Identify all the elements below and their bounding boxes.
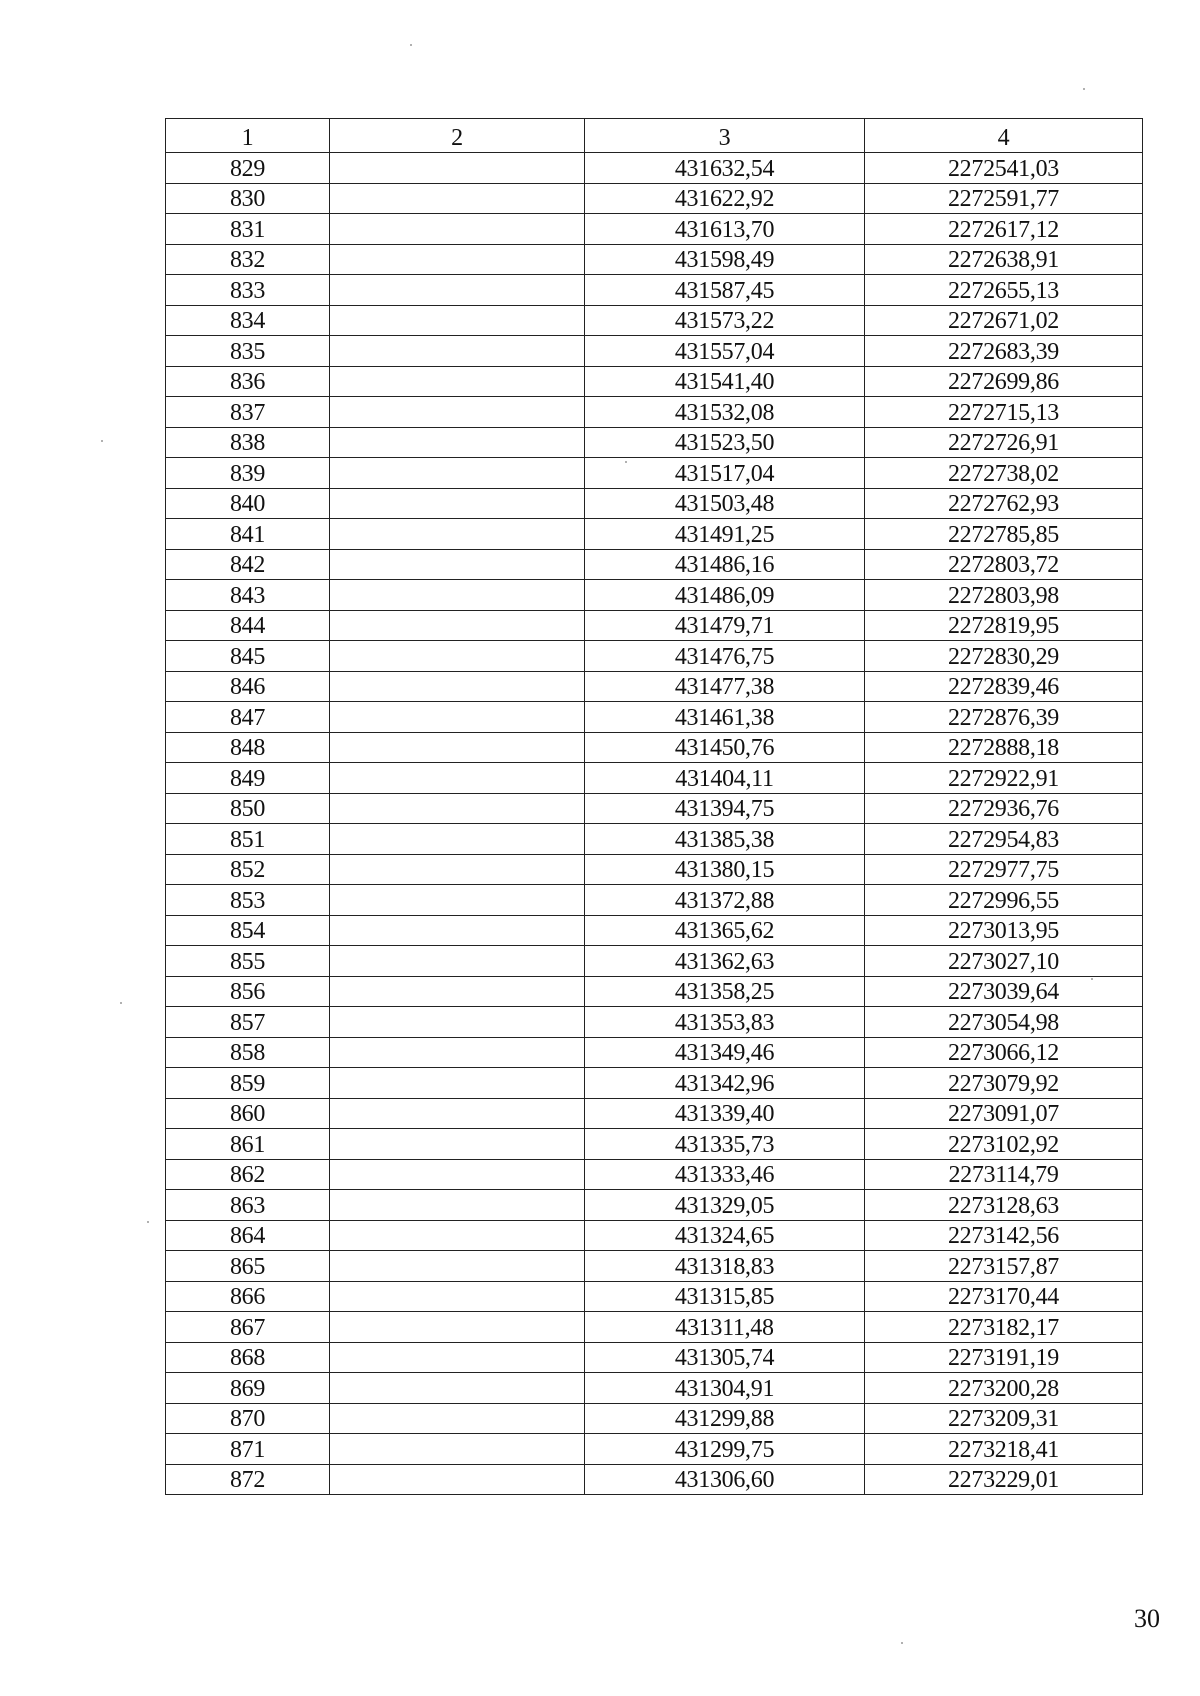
table-row: [166, 214, 1143, 245]
point-number-cell: 866: [166, 1281, 330, 1312]
scan-speck: [625, 461, 627, 463]
y-coordinate-cell: 2273182,17: [865, 1312, 1143, 1343]
empty-cell: [330, 488, 585, 519]
point-number-cell: 832: [166, 244, 330, 275]
x-coordinate-cell: 431450,76: [585, 732, 865, 763]
empty-cell: [330, 1068, 585, 1099]
point-number-cell: 871: [166, 1434, 330, 1465]
point-number-cell: 840: [166, 488, 330, 519]
empty-cell: [330, 305, 585, 336]
header-row: [166, 119, 1143, 153]
table-row: [166, 549, 1143, 580]
empty-cell: [330, 1220, 585, 1251]
table-row: [166, 1007, 1143, 1038]
empty-cell: [330, 1373, 585, 1404]
point-number-cell: 868: [166, 1342, 330, 1373]
point-number-cell: 861: [166, 1129, 330, 1160]
x-coordinate-cell: 431329,05: [585, 1190, 865, 1221]
y-coordinate-cell: 2272954,83: [865, 824, 1143, 855]
table-header: [166, 119, 1143, 153]
empty-cell: [330, 763, 585, 794]
x-coordinate-cell: 431632,54: [585, 153, 865, 184]
point-number-cell: 864: [166, 1220, 330, 1251]
point-number-cell: 838: [166, 427, 330, 458]
table-row: [166, 458, 1143, 489]
empty-cell: [330, 366, 585, 397]
x-coordinate-cell: 431358,25: [585, 976, 865, 1007]
table-row: [166, 1190, 1143, 1221]
x-coordinate-cell: 431404,11: [585, 763, 865, 794]
x-coordinate-cell: 431339,40: [585, 1098, 865, 1129]
table-row: [166, 641, 1143, 672]
x-coordinate-cell: 431503,48: [585, 488, 865, 519]
y-coordinate-cell: 2273013,95: [865, 915, 1143, 946]
point-number-cell: 846: [166, 671, 330, 702]
y-coordinate-cell: 2273027,10: [865, 946, 1143, 977]
table-row: [166, 976, 1143, 1007]
y-coordinate-cell: 2272803,98: [865, 580, 1143, 611]
empty-cell: [330, 1251, 585, 1282]
empty-cell: [330, 793, 585, 824]
y-coordinate-cell: 2272699,86: [865, 366, 1143, 397]
table-row: [166, 1220, 1143, 1251]
x-coordinate-cell: 431299,88: [585, 1403, 865, 1434]
y-coordinate-cell: 2273209,31: [865, 1403, 1143, 1434]
empty-cell: [330, 671, 585, 702]
empty-cell: [330, 732, 585, 763]
y-coordinate-cell: 2272762,93: [865, 488, 1143, 519]
scan-speck: [1083, 88, 1085, 90]
table-row: [166, 1434, 1143, 1465]
point-number-cell: 857: [166, 1007, 330, 1038]
x-coordinate-cell: 431517,04: [585, 458, 865, 489]
x-coordinate-cell: 431353,83: [585, 1007, 865, 1038]
y-coordinate-cell: 2272996,55: [865, 885, 1143, 916]
point-number-cell: 845: [166, 641, 330, 672]
empty-cell: [330, 885, 585, 916]
table-row: [166, 671, 1143, 702]
empty-cell: [330, 915, 585, 946]
x-coordinate-cell: 431362,63: [585, 946, 865, 977]
point-number-cell: 851: [166, 824, 330, 855]
empty-cell: [330, 1342, 585, 1373]
empty-cell: [330, 1129, 585, 1160]
y-coordinate-cell: 2272839,46: [865, 671, 1143, 702]
empty-cell: [330, 1403, 585, 1434]
y-coordinate-cell: 2272638,91: [865, 244, 1143, 275]
empty-cell: [330, 153, 585, 184]
table-row: [166, 275, 1143, 306]
x-coordinate-cell: 431486,09: [585, 580, 865, 611]
x-coordinate-cell: 431613,70: [585, 214, 865, 245]
column-header-4: 4: [865, 119, 1143, 153]
table-row: [166, 885, 1143, 916]
y-coordinate-cell: 2272922,91: [865, 763, 1143, 794]
scan-speck: [1091, 978, 1093, 980]
table-row: [166, 763, 1143, 794]
point-number-cell: 844: [166, 610, 330, 641]
table-row: [166, 366, 1143, 397]
empty-cell: [330, 427, 585, 458]
column-header-3: 3: [585, 119, 865, 153]
point-number-cell: 853: [166, 885, 330, 916]
table-row: [166, 1251, 1143, 1282]
point-number-cell: 842: [166, 549, 330, 580]
point-number-cell: 872: [166, 1464, 330, 1495]
table-row: [166, 488, 1143, 519]
empty-cell: [330, 549, 585, 580]
y-coordinate-cell: 2272785,85: [865, 519, 1143, 550]
x-coordinate-cell: 431365,62: [585, 915, 865, 946]
x-coordinate-cell: 431476,75: [585, 641, 865, 672]
point-number-cell: 839: [166, 458, 330, 489]
x-coordinate-cell: 431394,75: [585, 793, 865, 824]
point-number-cell: 848: [166, 732, 330, 763]
empty-cell: [330, 610, 585, 641]
y-coordinate-cell: 2273170,44: [865, 1281, 1143, 1312]
x-coordinate-cell: 431523,50: [585, 427, 865, 458]
empty-cell: [330, 519, 585, 550]
table-row: [166, 1464, 1143, 1495]
y-coordinate-cell: 2273054,98: [865, 1007, 1143, 1038]
empty-cell: [330, 1098, 585, 1129]
point-number-cell: 855: [166, 946, 330, 977]
point-number-cell: 860: [166, 1098, 330, 1129]
y-coordinate-cell: 2273200,28: [865, 1373, 1143, 1404]
table-row: [166, 610, 1143, 641]
empty-cell: [330, 702, 585, 733]
empty-cell: [330, 1281, 585, 1312]
point-number-cell: 867: [166, 1312, 330, 1343]
y-coordinate-cell: 2273102,92: [865, 1129, 1143, 1160]
coordinates-table: [165, 118, 1143, 1495]
table-row: [166, 1068, 1143, 1099]
table-row: [166, 854, 1143, 885]
table-row: [166, 1159, 1143, 1190]
point-number-cell: 852: [166, 854, 330, 885]
scan-speck: [410, 44, 412, 46]
x-coordinate-cell: 431385,38: [585, 824, 865, 855]
y-coordinate-cell: 2273191,19: [865, 1342, 1143, 1373]
empty-cell: [330, 976, 585, 1007]
empty-cell: [330, 1434, 585, 1465]
empty-cell: [330, 336, 585, 367]
point-number-cell: 869: [166, 1373, 330, 1404]
table-row: [166, 183, 1143, 214]
y-coordinate-cell: 2272726,91: [865, 427, 1143, 458]
x-coordinate-cell: 431349,46: [585, 1037, 865, 1068]
x-coordinate-cell: 431587,45: [585, 275, 865, 306]
x-coordinate-cell: 431299,75: [585, 1434, 865, 1465]
x-coordinate-cell: 431342,96: [585, 1068, 865, 1099]
table-row: [166, 1312, 1143, 1343]
y-coordinate-cell: 2272888,18: [865, 732, 1143, 763]
table-row: [166, 1373, 1143, 1404]
x-coordinate-cell: 431461,38: [585, 702, 865, 733]
point-number-cell: 863: [166, 1190, 330, 1221]
point-number-cell: 841: [166, 519, 330, 550]
empty-cell: [330, 580, 585, 611]
point-number-cell: 850: [166, 793, 330, 824]
x-coordinate-cell: 431304,91: [585, 1373, 865, 1404]
empty-cell: [330, 275, 585, 306]
y-coordinate-cell: 2272541,03: [865, 153, 1143, 184]
point-number-cell: 836: [166, 366, 330, 397]
x-coordinate-cell: 431622,92: [585, 183, 865, 214]
table-row: [166, 915, 1143, 946]
y-coordinate-cell: 2272617,12: [865, 214, 1143, 245]
point-number-cell: 829: [166, 153, 330, 184]
x-coordinate-cell: 431598,49: [585, 244, 865, 275]
column-header-2: 2: [330, 119, 585, 153]
scan-speck: [147, 1221, 149, 1223]
point-number-cell: 865: [166, 1251, 330, 1282]
point-number-cell: 862: [166, 1159, 330, 1190]
table-row: [166, 336, 1143, 367]
table-row: [166, 1037, 1143, 1068]
table-row: [166, 519, 1143, 550]
x-coordinate-cell: 431491,25: [585, 519, 865, 550]
y-coordinate-cell: 2272830,29: [865, 641, 1143, 672]
point-number-cell: 847: [166, 702, 330, 733]
y-coordinate-cell: 2273229,01: [865, 1464, 1143, 1495]
x-coordinate-cell: 431311,48: [585, 1312, 865, 1343]
table-row: [166, 732, 1143, 763]
y-coordinate-cell: 2273128,63: [865, 1190, 1143, 1221]
scan-speck: [120, 1002, 122, 1004]
point-number-cell: 849: [166, 763, 330, 794]
x-coordinate-cell: 431315,85: [585, 1281, 865, 1312]
empty-cell: [330, 214, 585, 245]
table-row: [166, 580, 1143, 611]
empty-cell: [330, 641, 585, 672]
point-number-cell: 854: [166, 915, 330, 946]
table-body: [166, 153, 1143, 1495]
table-row: [166, 824, 1143, 855]
table-row: [166, 793, 1143, 824]
table-row: [166, 427, 1143, 458]
y-coordinate-cell: 2272977,75: [865, 854, 1143, 885]
x-coordinate-cell: 431541,40: [585, 366, 865, 397]
empty-cell: [330, 244, 585, 275]
y-coordinate-cell: 2272715,13: [865, 397, 1143, 428]
empty-cell: [330, 1007, 585, 1038]
table-row: [166, 1281, 1143, 1312]
x-coordinate-cell: 431479,71: [585, 610, 865, 641]
scan-speck: [101, 440, 103, 442]
point-number-cell: 831: [166, 214, 330, 245]
point-number-cell: 859: [166, 1068, 330, 1099]
y-coordinate-cell: 2272671,02: [865, 305, 1143, 336]
point-number-cell: 870: [166, 1403, 330, 1434]
empty-cell: [330, 1190, 585, 1221]
table-row: [166, 153, 1143, 184]
y-coordinate-cell: 2272936,76: [865, 793, 1143, 824]
y-coordinate-cell: 2272803,72: [865, 549, 1143, 580]
y-coordinate-cell: 2272683,39: [865, 336, 1143, 367]
x-coordinate-cell: 431486,16: [585, 549, 865, 580]
y-coordinate-cell: 2272591,77: [865, 183, 1143, 214]
empty-cell: [330, 1037, 585, 1068]
column-header-1: 1: [166, 119, 330, 153]
table-row: [166, 397, 1143, 428]
y-coordinate-cell: 2273039,64: [865, 976, 1143, 1007]
point-number-cell: 856: [166, 976, 330, 1007]
point-number-cell: 858: [166, 1037, 330, 1068]
x-coordinate-cell: 431324,65: [585, 1220, 865, 1251]
empty-cell: [330, 946, 585, 977]
point-number-cell: 833: [166, 275, 330, 306]
empty-cell: [330, 458, 585, 489]
y-coordinate-cell: 2272819,95: [865, 610, 1143, 641]
y-coordinate-cell: 2273142,56: [865, 1220, 1143, 1251]
y-coordinate-cell: 2272738,02: [865, 458, 1143, 489]
point-number-cell: 834: [166, 305, 330, 336]
table-row: [166, 1403, 1143, 1434]
point-number-cell: 835: [166, 336, 330, 367]
empty-cell: [330, 1159, 585, 1190]
x-coordinate-cell: 431333,46: [585, 1159, 865, 1190]
y-coordinate-cell: 2272876,39: [865, 702, 1143, 733]
empty-cell: [330, 1312, 585, 1343]
x-coordinate-cell: 431372,88: [585, 885, 865, 916]
table-row: [166, 305, 1143, 336]
x-coordinate-cell: 431380,15: [585, 854, 865, 885]
point-number-cell: 843: [166, 580, 330, 611]
x-coordinate-cell: 431318,83: [585, 1251, 865, 1282]
table-row: [166, 1342, 1143, 1373]
y-coordinate-cell: 2273114,79: [865, 1159, 1143, 1190]
table-row: [166, 1129, 1143, 1160]
table-row: [166, 244, 1143, 275]
x-coordinate-cell: 431477,38: [585, 671, 865, 702]
table-row: [166, 946, 1143, 977]
y-coordinate-cell: 2273079,92: [865, 1068, 1143, 1099]
x-coordinate-cell: 431305,74: [585, 1342, 865, 1373]
empty-cell: [330, 183, 585, 214]
point-number-cell: 830: [166, 183, 330, 214]
x-coordinate-cell: 431306,60: [585, 1464, 865, 1495]
y-coordinate-cell: 2273157,87: [865, 1251, 1143, 1282]
empty-cell: [330, 1464, 585, 1495]
y-coordinate-cell: 2273218,41: [865, 1434, 1143, 1465]
empty-cell: [330, 854, 585, 885]
x-coordinate-cell: 431335,73: [585, 1129, 865, 1160]
empty-cell: [330, 824, 585, 855]
point-number-cell: 837: [166, 397, 330, 428]
x-coordinate-cell: 431532,08: [585, 397, 865, 428]
x-coordinate-cell: 431573,22: [585, 305, 865, 336]
x-coordinate-cell: 431557,04: [585, 336, 865, 367]
page-number: 30: [1134, 1604, 1160, 1633]
scan-speck: [901, 1642, 903, 1644]
y-coordinate-cell: 2273066,12: [865, 1037, 1143, 1068]
empty-cell: [330, 397, 585, 428]
table-row: [166, 702, 1143, 733]
table-row: [166, 1098, 1143, 1129]
y-coordinate-cell: 2272655,13: [865, 275, 1143, 306]
y-coordinate-cell: 2273091,07: [865, 1098, 1143, 1129]
